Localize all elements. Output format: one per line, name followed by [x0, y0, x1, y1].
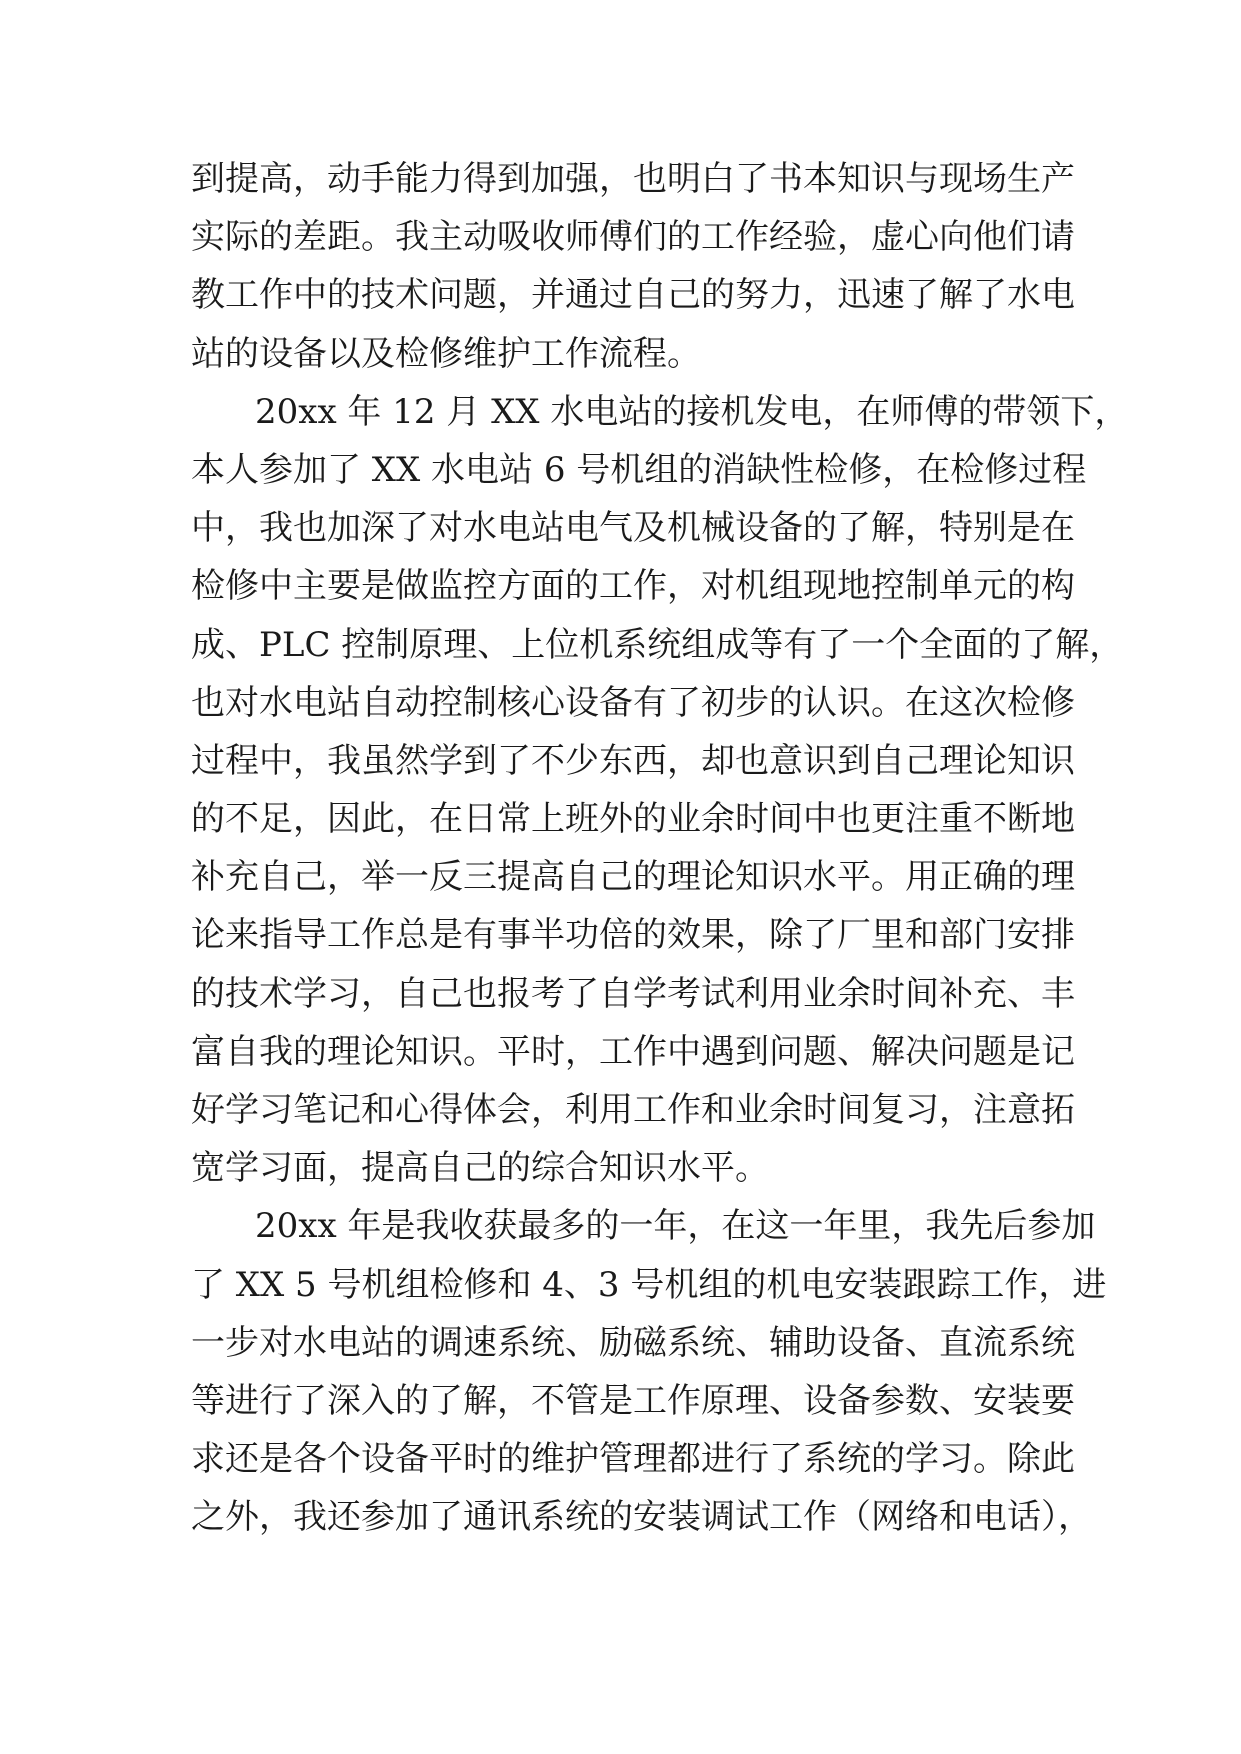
- text-line: 宽学习面，提高自己的综合知识水平。: [191, 1148, 769, 1189]
- text-line: 等进行了深入的了解，不管是工作原理、设备参数、安装要: [191, 1380, 1075, 1421]
- paragraph-first-line: 20xx 年是我收获最多的一年，在这一年里，我先后参加: [255, 1206, 1096, 1247]
- text-line: 站的设备以及检修维护工作流程。: [191, 333, 701, 374]
- text-line: 的技术学习，自己也报考了自学考试利用业余时间补充、丰: [191, 973, 1075, 1014]
- text-line: 一步对水电站的调速系统、励磁系统、辅助设备、直流系统: [191, 1322, 1075, 1363]
- text-line: 教工作中的技术问题，并通过自己的努力，迅速了解了水电: [191, 275, 1075, 316]
- text-line: 之外，我还参加了通讯系统的安装调试工作（网络和电话），: [191, 1497, 1092, 1538]
- text-line: 求还是各个设备平时的维护管理都进行了系统的学习。除此: [191, 1439, 1075, 1480]
- text-line: 了 XX 5 号机组检修和 4、3 号机组的机电安装跟踪工作，进: [191, 1264, 1107, 1305]
- text-line: 的不足，因此，在日常上班外的业余时间中也更注重不断地: [191, 799, 1075, 840]
- text-line: 好学习笔记和心得体会，利用工作和业余时间复习，注意拓: [191, 1090, 1075, 1130]
- text-line: 到提高，动手能力得到加强，也明白了书本知识与现场生产: [191, 159, 1075, 199]
- text-line: 成、PLC 控制原理、上位机系统组成等有了一个全面的了解，: [191, 624, 1124, 665]
- paragraph-first-line: 20xx 年 12 月 XX 水电站的接机发电，在师傅的带领下，: [255, 391, 1129, 432]
- text-line: 富自我的理论知识。平时，工作中遇到问题、解决问题是记: [191, 1031, 1075, 1072]
- text-line: 检修中主要是做监控方面的工作，对机组现地控制单元的构: [191, 566, 1075, 607]
- text-line: 中，我也加深了对水电站电气及机械设备的了解，特别是在: [191, 508, 1075, 549]
- body-text: [191, 150, 1129, 1547]
- text-line: 补充自己，举一反三提高自己的理论知识水平。用正确的理: [191, 857, 1075, 898]
- text-line: 也对水电站自动控制核心设备有了初步的认识。在这次检修: [191, 682, 1075, 723]
- text-line: 过程中，我虽然学到了不少东西，却也意识到自己理论知识: [191, 740, 1075, 781]
- text-line: 实际的差距。我主动吸收师傅们的工作经验，虚心向他们请: [191, 217, 1075, 258]
- text-line: 本人参加了 XX 水电站 6 号机组的消缺性检修，在检修过程: [191, 449, 1087, 490]
- text-line: 论来指导工作总是有事半功倍的效果，除了厂里和部门安排: [191, 915, 1075, 956]
